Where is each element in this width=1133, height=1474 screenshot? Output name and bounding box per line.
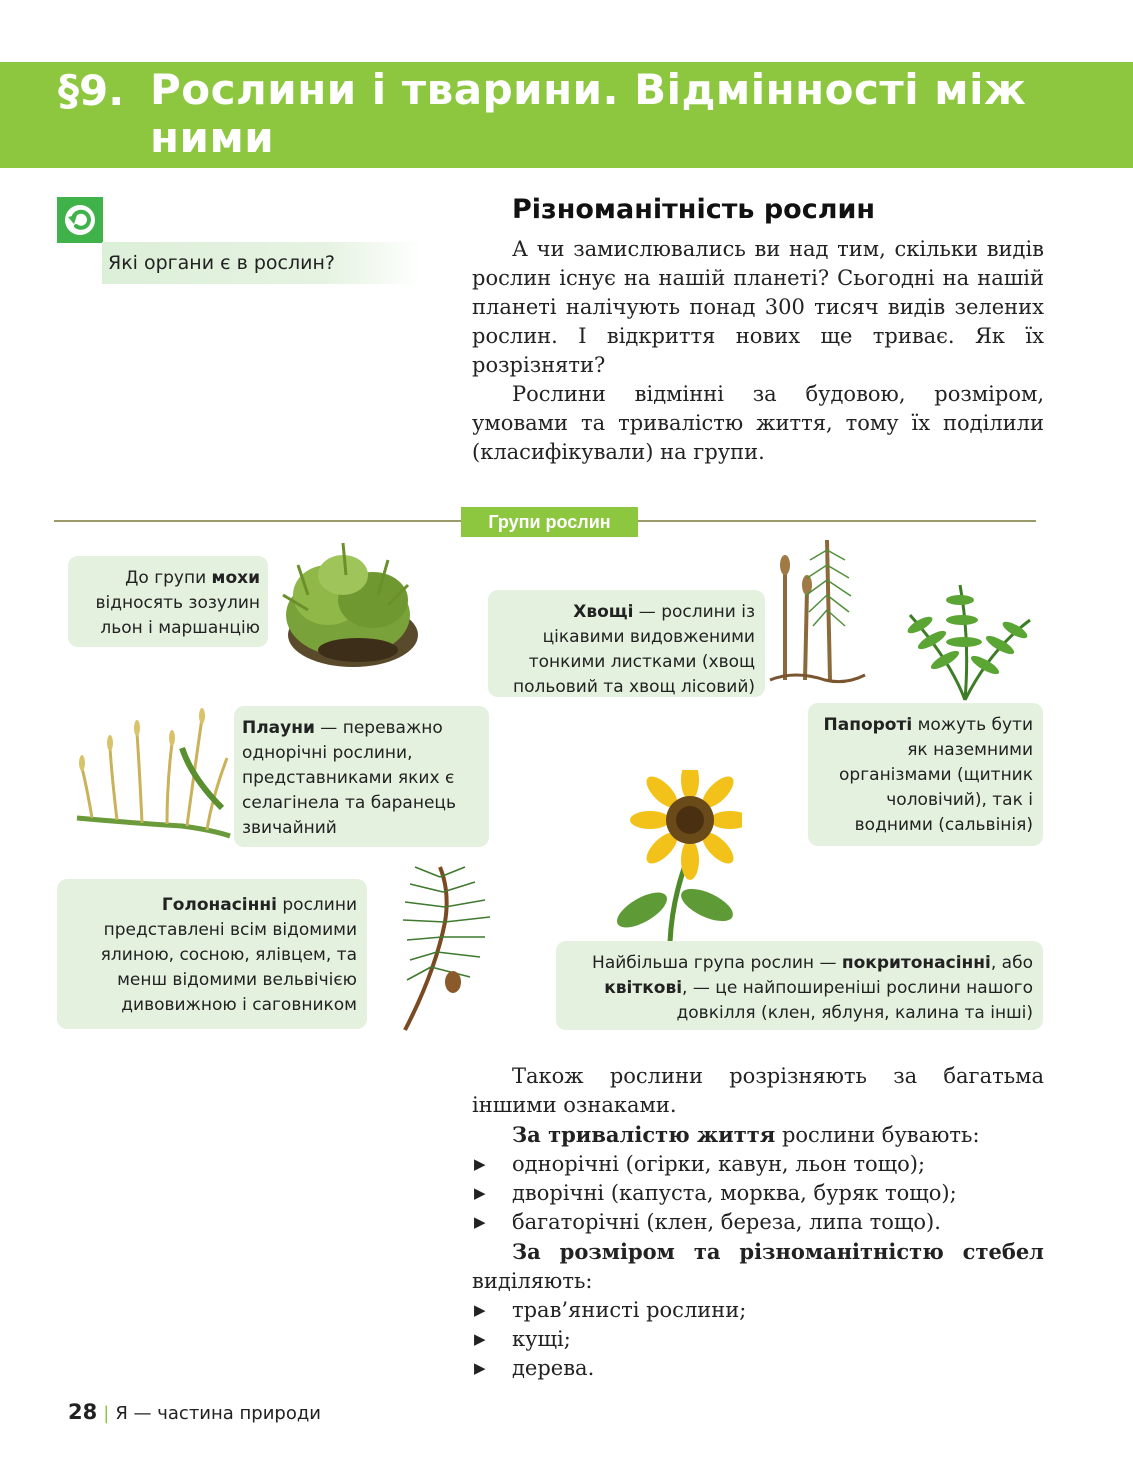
lifespan-section — [472, 1120, 1044, 1383]
chapter-banner — [0, 62, 1133, 168]
title-line-1: Рослини і тварини. Відмінності між — [150, 65, 1027, 114]
section-heading: Різноманітність рослин — [512, 194, 876, 225]
clubmoss-image — [72, 708, 234, 843]
chapter-name: Я — частина природи — [115, 1403, 322, 1424]
section-number: §9. — [58, 66, 125, 115]
size-heading: За розміром та різноманітністю стебел виділяють: — [472, 1239, 1044, 1293]
term-moss: мохи — [211, 568, 260, 588]
page-footer — [68, 1400, 321, 1424]
footer-separator: | — [103, 1403, 110, 1424]
term-clubmoss: Плауни — [242, 718, 315, 738]
list-item: ▶ дворічні (капуста, морква, буряк тощо); — [472, 1179, 1044, 1208]
page-title — [150, 66, 1050, 162]
card-clubmoss: Плауни — переважно однорічні рослини, представниками яких є селагінела та баранець звичайний — [234, 706, 489, 847]
list-item: ▶ дерева. — [472, 1354, 1044, 1383]
term-flowering: квіткові — [604, 978, 683, 998]
card-moss: До групи мохи відносять зозулин льон і маршанцію — [68, 556, 268, 647]
list-item: ▶ трав’янисті рослини; — [472, 1296, 1044, 1325]
title-line-2: ними — [150, 113, 275, 162]
card-horsetail: Хвощі — рослини із цікавими видовженими тонкими листками (хвощ польовий та хвощ лісовий) — [488, 590, 765, 697]
paragraph-other-features: Також рослини розрізняють за багатьма іншими ознаками. — [472, 1064, 1044, 1117]
term-gymnosperm: Голонасінні — [161, 895, 277, 915]
sunflower-image — [612, 770, 742, 942]
card-gymnosperm: Голонасінні рослини представлені всім відомими ялиною, сосною, ялівцем, та менш відомими вельвічією дивовижною і саговником — [57, 879, 367, 1029]
term-fern: Папороті — [823, 715, 913, 735]
recall-arrow-icon — [57, 197, 103, 243]
paragraph-intro: А чи замислювались ви над тим, скільки видів рослин існує на нашій планеті? Сьогодні на нашій планеті налічують понад 300 тисяч видів зелених рослин. І відкриття нових ще триває. Як їх розрізняти? — [472, 237, 1044, 377]
paragraph-classification: Рослини відмінні за будовою, розміром, умовами та тривалістю життя, тому їх поділили (класифікували) на групи. — [472, 382, 1044, 464]
fern-image — [890, 580, 1040, 705]
list-item: ▶ багаторічні (клен, береза, липа тощо). — [472, 1208, 1044, 1237]
plant-groups-label: Групи рослин — [461, 507, 638, 537]
lifespan-heading: За тривалістю життя рослини бувають: — [512, 1122, 980, 1147]
term-horsetail: Хвощі — [573, 602, 634, 622]
moss-image — [268, 535, 428, 675]
term-angiosperm: покритонасінні — [841, 953, 991, 973]
pine-branch-image — [385, 862, 500, 1032]
recall-question: Які органи є в рослин? — [102, 242, 422, 284]
card-fern: Папороті можуть бути як наземними організмами (щитник чоловічий), так і водними (сальвінія) — [808, 703, 1043, 846]
page-number: 28 — [68, 1400, 98, 1424]
list-item: ▶ кущі; — [472, 1325, 1044, 1354]
horsetail-image — [765, 530, 870, 690]
list-item: ▶ однорічні (огірки, кавун, льон тощо); — [472, 1150, 1044, 1179]
card-angiosperm: Найбільша група рослин — покритонасінні, або квіткові, — це найпоширеніші рослини нашого довкілля (клен, яблуня, калина та інші) — [556, 941, 1043, 1030]
